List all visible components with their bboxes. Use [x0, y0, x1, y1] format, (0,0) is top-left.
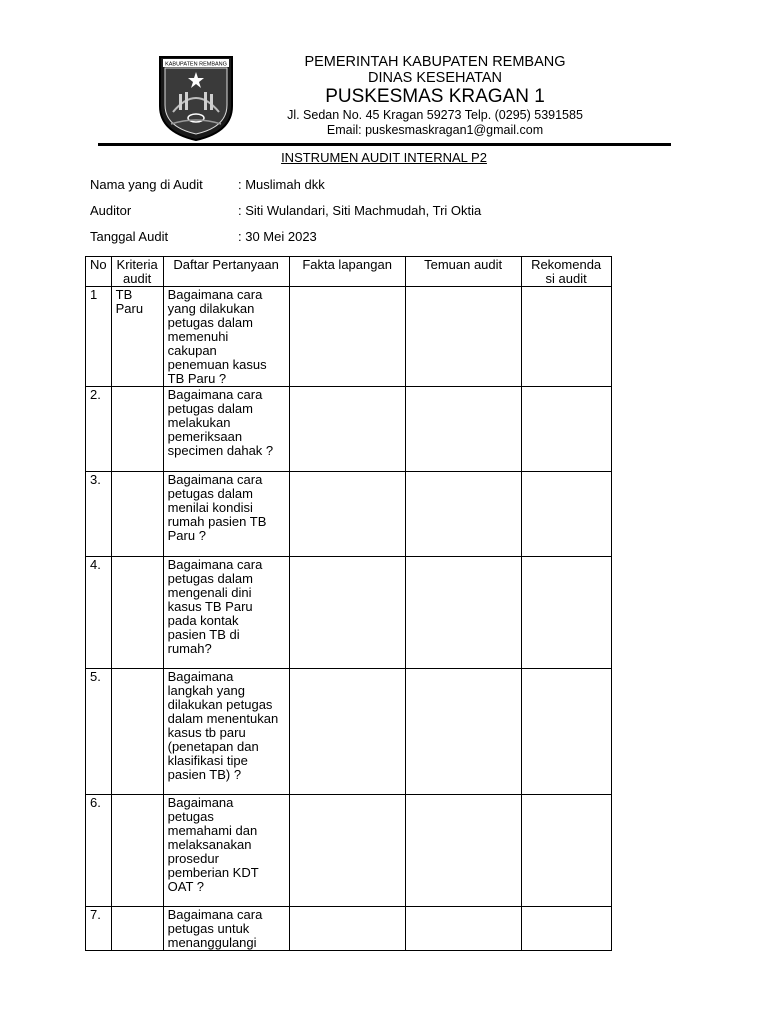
- meta-label: Auditor: [90, 203, 132, 218]
- table-header-row: [86, 257, 612, 287]
- cell-temuan: [405, 387, 521, 472]
- cell-pertanyaan: Bagaimana cara petugas dalam mengenali dini kasus TB Paru pada kontak pasien TB di rumah?: [163, 557, 289, 669]
- kabupaten-rembang-emblem-icon: [157, 54, 235, 142]
- cell-fakta: [289, 557, 405, 669]
- cell-kriteria: [111, 387, 163, 472]
- table-row: [86, 557, 612, 669]
- meta-label: Tanggal Audit: [90, 229, 169, 244]
- cell-kriteria: [111, 472, 163, 557]
- cell-fakta: [289, 472, 405, 557]
- table-row: [86, 472, 612, 557]
- document-title: INSTRUMEN AUDIT INTERNAL P2: [281, 150, 487, 165]
- cell-temuan: [405, 287, 521, 387]
- cell-fakta: [289, 795, 405, 907]
- letterhead-divider: [98, 143, 671, 146]
- cell-pertanyaan: Bagaimana cara petugas dalam melakukan pemeriksaan specimen dahak ?: [163, 387, 289, 472]
- letterhead: [250, 54, 620, 137]
- table-row: [86, 907, 612, 951]
- cell-temuan: [405, 557, 521, 669]
- meta-value: : 30 Mei 2023: [238, 229, 317, 244]
- cell-temuan: [405, 472, 521, 557]
- cell-rekomendasi: [521, 472, 611, 557]
- cell-fakta: [289, 669, 405, 795]
- cell-rekomendasi: [521, 557, 611, 669]
- cell-rekomendasi: [521, 287, 611, 387]
- cell-pertanyaan: Bagaimana cara yang dilakukan petugas dalam memenuhi cakupan penemuan kasus TB Paru ?: [163, 287, 289, 387]
- cell-kriteria: [111, 795, 163, 907]
- logo-lettering: KABUPATEN REMBANG: [165, 61, 227, 68]
- cell-rekomendasi: [521, 387, 611, 472]
- header-kriteria: Kriteria audit: [111, 257, 163, 287]
- cell-pertanyaan: Bagaimana cara petugas dalam menilai kondisi rumah pasien TB Paru ?: [163, 472, 289, 557]
- audit-table: [85, 256, 612, 951]
- cell-rekomendasi: [521, 669, 611, 795]
- cell-no: 7.: [86, 907, 112, 951]
- cell-no: 2.: [86, 387, 112, 472]
- cell-kriteria: [111, 669, 163, 795]
- letterhead-institution: PUSKESMAS KRAGAN 1: [325, 86, 545, 107]
- header-temuan: Temuan audit: [405, 257, 521, 287]
- header-pertanyaan: Daftar Pertanyaan: [163, 257, 289, 287]
- cell-no: 4.: [86, 557, 112, 669]
- table-row: [86, 387, 612, 472]
- cell-no: 5.: [86, 669, 112, 795]
- cell-fakta: [289, 287, 405, 387]
- cell-temuan: [405, 795, 521, 907]
- letterhead-government: PEMERINTAH KABUPATEN REMBANG: [304, 54, 566, 70]
- cell-no: 1: [86, 287, 112, 387]
- letterhead-email: Email: puskesmaskragan1@gmail.com: [326, 123, 544, 137]
- cell-no: 3.: [86, 472, 112, 557]
- meta-label: Nama yang di Audit: [90, 177, 203, 192]
- header-no: No: [86, 257, 112, 287]
- table-row: [86, 287, 612, 387]
- cell-pertanyaan: Bagaimana langkah yang dilakukan petugas dalam menentukan kasus tb paru (penetapan dan klasifikasi tipe pasien TB) ?: [163, 669, 289, 795]
- cell-rekomendasi: [521, 795, 611, 907]
- cell-no: 6.: [86, 795, 112, 907]
- cell-rekomendasi: [521, 907, 611, 951]
- cell-temuan: [405, 907, 521, 951]
- cell-temuan: [405, 669, 521, 795]
- cell-fakta: [289, 387, 405, 472]
- letterhead-department: DINAS KESEHATAN: [367, 70, 503, 86]
- table-row: [86, 795, 612, 907]
- cell-kriteria: [111, 557, 163, 669]
- cell-kriteria: TB Paru: [111, 287, 163, 387]
- cell-kriteria: [111, 907, 163, 951]
- table-row: [86, 669, 612, 795]
- meta-value: : Siti Wulandari, Siti Machmudah, Tri Oktia: [238, 203, 482, 218]
- cell-pertanyaan: Bagaimana petugas memahami dan melaksanakan prosedur pemberian KDT OAT ?: [163, 795, 289, 907]
- cell-fakta: [289, 907, 405, 951]
- letterhead-address: Jl. Sedan No. 45 Kragan 59273 Telp. (0295) 5391585: [287, 108, 583, 122]
- meta-value: : Muslimah dkk: [238, 177, 325, 192]
- header-fakta: Fakta lapangan: [289, 257, 405, 287]
- cell-pertanyaan: Bagaimana cara petugas untuk menanggulangi: [163, 907, 289, 951]
- header-rekomendasi: Rekomenda si audit: [521, 257, 611, 287]
